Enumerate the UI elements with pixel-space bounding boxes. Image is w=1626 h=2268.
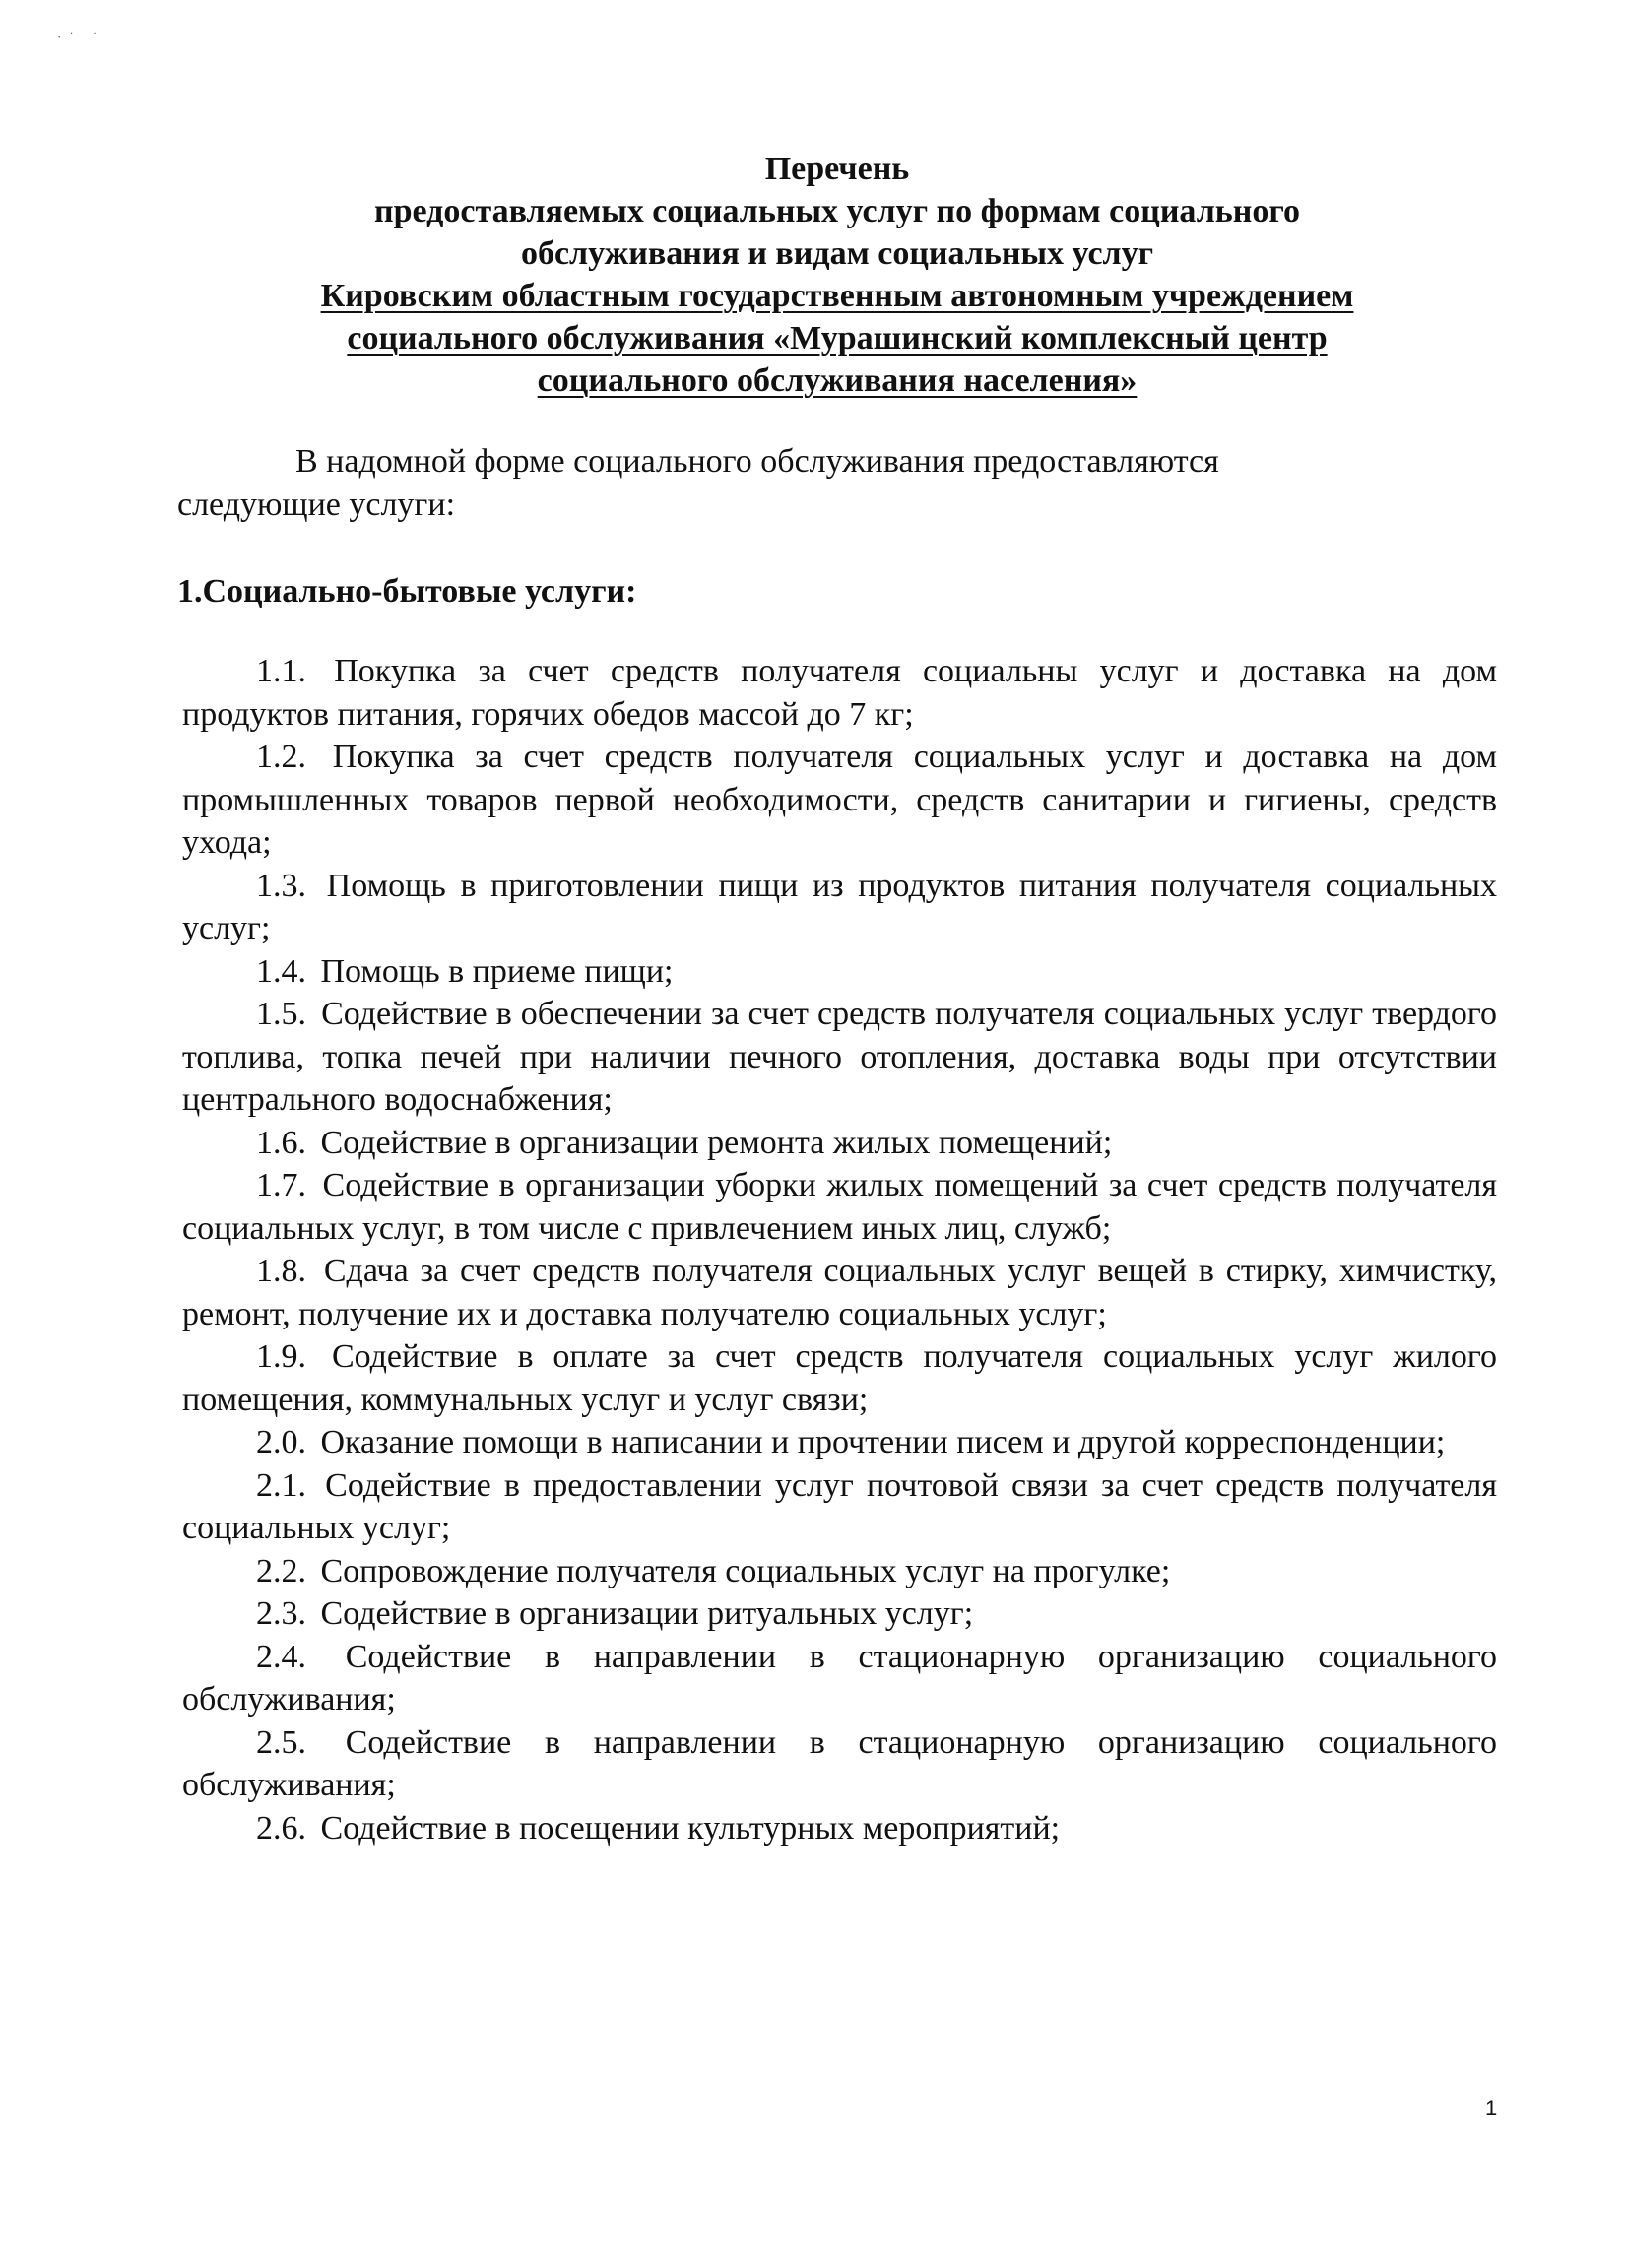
heading-line-4: Кировским областным государственным автономным учреждением	[320, 278, 1354, 314]
list-item	[182, 1335, 1497, 1421]
list-item	[182, 865, 1497, 950]
item-text: Содействие в направлении в стационарную организацию социального обслуживания;	[182, 1638, 1497, 1717]
list-item	[182, 650, 1497, 736]
item-text: Сопровождение получателя социальных услуг на прогулке;	[320, 1552, 1171, 1589]
intro-paragraph	[177, 440, 1497, 527]
scan-artifact: ·˙ ˙	[57, 30, 105, 44]
list-item	[182, 736, 1497, 865]
document-heading	[197, 148, 1477, 402]
list-item	[182, 950, 1497, 994]
item-text: Содействие в организации ремонта жилых помещений;	[320, 1124, 1113, 1161]
list-item	[182, 1550, 1497, 1593]
list-item	[182, 1464, 1497, 1550]
item-number: 2.4.	[256, 1638, 306, 1675]
item-text: Содействие в организации ритуальных услуг;	[320, 1595, 974, 1632]
item-number: 2.3.	[256, 1595, 306, 1632]
item-text: Сдача за счет средств получателя социальных услуг вещей в стирку, химчистку, ремонт, получение их и доставка получателю социальных услуг;	[182, 1253, 1497, 1332]
item-text: Содействие в предоставлении услуг почтовой связи за счет средств получателя социальных услуг;	[182, 1466, 1498, 1546]
list-item	[182, 993, 1497, 1122]
item-number: 2.6.	[256, 1809, 306, 1847]
section-title: 1.Социально-бытовые услуги:	[177, 573, 637, 610]
item-number: 1.6.	[256, 1124, 306, 1161]
heading-line-6: социального обслуживания населения»	[537, 362, 1138, 399]
heading-line-3: обслуживания и видам социальных услуг	[520, 235, 1154, 272]
item-text: Покупка за счет средств получателя социальны услуг и доставка на дом продуктов питания, горячих обедов массой до 7 кг;	[182, 653, 1497, 733]
item-number: 2.0.	[256, 1424, 306, 1460]
item-number: 2.5.	[256, 1723, 306, 1761]
item-number: 1.7.	[256, 1167, 306, 1203]
item-number: 1.9.	[256, 1338, 306, 1375]
item-number: 1.8.	[256, 1253, 306, 1289]
intro-line-2: следующие услуги:	[177, 486, 456, 523]
item-text: Содействие в организации уборки жилых помещений за счет средств получателя социальных услуг, в том числе с привлечением иных лиц, служб;	[182, 1167, 1498, 1247]
item-number: 1.2.	[256, 739, 306, 775]
heading-line-1: Перечень	[764, 151, 910, 187]
list-item	[182, 1636, 1497, 1721]
list-item	[182, 1250, 1497, 1335]
list-item	[182, 1122, 1497, 1165]
item-text: Содействие в оплате за счет средств получателя социальных услуг жилого помещения, коммунальных услуг и услуг связи;	[182, 1338, 1497, 1418]
item-text: Помощь в приеме пищи;	[320, 952, 674, 990]
item-number: 1.4.	[256, 952, 306, 990]
item-number: 1.3.	[256, 867, 306, 904]
page-number: 1	[1485, 2096, 1498, 2120]
list-item	[182, 1721, 1497, 1807]
item-number: 1.5.	[256, 996, 306, 1032]
item-number: 2.2.	[256, 1552, 306, 1589]
intro-line-1: В надомной форме социального обслуживания предоставляются	[295, 443, 1219, 480]
item-text: Покупка за счет средств получателя социальных услуг и доставка на дом промышленных товаров первой необходимости, средств санитарии и гигиены, средств ухода;	[182, 739, 1497, 861]
heading-line-5: социального обслуживания «Мурашинский комплексный центр	[347, 320, 1328, 356]
item-text: Содействие в посещении культурных мероприятий;	[320, 1809, 1061, 1847]
item-text: Оказание помощи в написании и прочтении писем и другой корреспонденции;	[320, 1424, 1446, 1460]
item-text: Содействие в направлении в стационарную организацию социального обслуживания;	[182, 1723, 1497, 1803]
services-list	[182, 650, 1497, 1849]
list-item	[182, 1421, 1497, 1464]
item-text: Содействие в обеспечении за счет средств получателя социальных услуг твердого топлива, топка печей при наличии печного отопления, доставка воды при отсутствии центрального водоснабжения;	[182, 996, 1497, 1118]
list-item	[182, 1807, 1497, 1850]
heading-line-2: предоставляемых социальных услуг по формам социального	[374, 193, 1300, 229]
item-text: Помощь в приготовлении пищи из продуктов питания получателя социальных услуг;	[182, 867, 1497, 946]
item-number: 2.1.	[256, 1466, 306, 1504]
list-item	[182, 1592, 1497, 1636]
item-number: 1.1.	[256, 653, 306, 689]
list-item	[182, 1164, 1497, 1250]
